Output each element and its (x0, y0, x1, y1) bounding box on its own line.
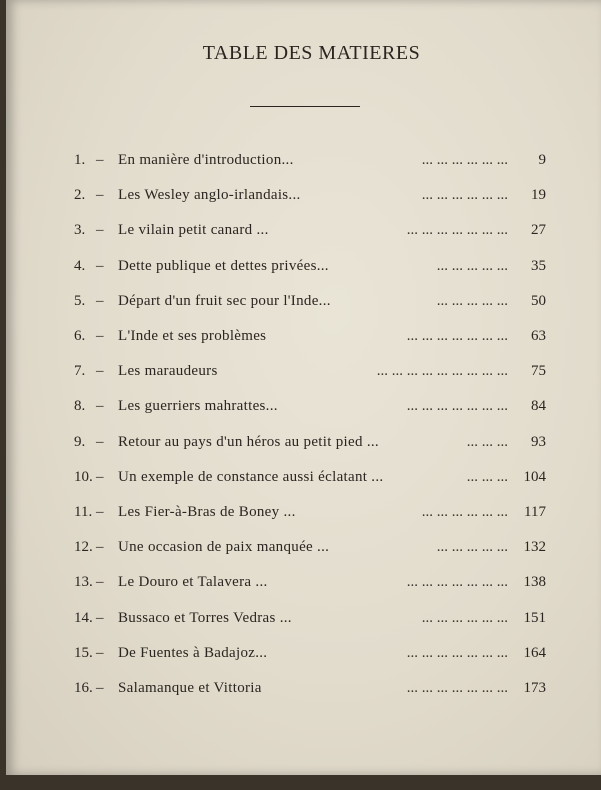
entry-page-number: 9 (538, 152, 546, 168)
entry-title: En manière d'introduction... (118, 152, 294, 168)
entry-page-number: 35 (531, 258, 546, 274)
toc-entry (74, 606, 546, 630)
entry-number: 10. (74, 469, 93, 485)
entry-dash: – (96, 680, 104, 696)
dot-leader: ... ... ... ... ... (436, 539, 508, 555)
dot-leader: ... ... ... ... ... ... (421, 610, 508, 626)
entry-dash: – (96, 434, 104, 450)
toc-entry (74, 324, 546, 348)
entry-dash: – (96, 187, 104, 203)
book-page (6, 0, 601, 775)
entry-page-number: 19 (531, 187, 546, 203)
entry-number: 5. (74, 293, 86, 309)
dot-leader: ... ... ... ... ... ... ... (406, 574, 508, 590)
entry-page-number: 138 (523, 574, 546, 590)
dot-leader: ... ... ... ... ... ... ... ... ... (376, 363, 508, 379)
toc-entry (74, 183, 546, 207)
entry-number: 7. (74, 363, 86, 379)
entry-page-number: 117 (524, 504, 546, 520)
entry-dash: – (96, 610, 104, 626)
entry-page-number: 75 (531, 363, 546, 379)
entry-page-number: 132 (523, 539, 546, 555)
toc-entry (74, 465, 546, 489)
toc-entry (74, 570, 546, 594)
entry-number: 12. (74, 539, 93, 555)
entry-page-number: 93 (531, 434, 546, 450)
dot-leader: ... ... ... ... ... ... ... (406, 398, 508, 414)
entry-title: Salamanque et Vittoria (118, 680, 262, 696)
entry-dash: – (96, 152, 104, 168)
entry-title: Bussaco et Torres Vedras ... (118, 610, 292, 626)
entry-dash: – (96, 645, 104, 661)
entry-dash: – (96, 363, 104, 379)
toc-entry (74, 535, 546, 559)
entry-page-number: 151 (523, 610, 546, 626)
entry-dash: – (96, 328, 104, 344)
toc-entry (74, 254, 546, 278)
entry-page-number: 164 (523, 645, 546, 661)
entry-number: 4. (74, 258, 86, 274)
toc-entry (74, 394, 546, 418)
entry-page-number: 84 (531, 398, 546, 414)
entry-number: 16. (74, 680, 93, 696)
dot-leader: ... ... ... ... ... ... ... (406, 222, 508, 238)
entry-number: 15. (74, 645, 93, 661)
entry-title: Les Fier-à-Bras de Boney ... (118, 504, 296, 520)
entry-dash: – (96, 293, 104, 309)
entry-number: 11. (74, 504, 93, 520)
entry-title: Retour au pays d'un héros au petit pied ... (118, 434, 379, 450)
entry-dash: – (96, 258, 104, 274)
entry-title: De Fuentes à Badajoz... (118, 645, 268, 661)
entry-number: 13. (74, 574, 93, 590)
entry-number: 3. (74, 222, 86, 238)
entry-title: Dette publique et dettes privées... (118, 258, 329, 274)
toc-entry (74, 148, 546, 172)
toc-entry (74, 218, 546, 242)
dot-leader: ... ... ... ... ... (436, 258, 508, 274)
entry-page-number: 104 (523, 469, 546, 485)
toc-entry (74, 430, 546, 454)
entry-number: 2. (74, 187, 86, 203)
entry-title: Les Wesley anglo-irlandais... (118, 187, 301, 203)
page-title: TABLE DES MATIERES (202, 42, 421, 64)
entry-number: 8. (74, 398, 86, 414)
entry-page-number: 63 (531, 328, 546, 344)
entry-title: Une occasion de paix manquée ... (118, 539, 330, 555)
entry-number: 14. (74, 610, 93, 626)
dot-leader: ... ... ... ... ... ... ... (406, 328, 508, 344)
entry-title: Les maraudeurs (118, 363, 218, 379)
entry-page-number: 173 (523, 680, 546, 696)
entry-title: Les guerriers mahrattes... (118, 398, 278, 414)
entry-dash: – (96, 398, 104, 414)
entry-title: Départ d'un fruit sec pour l'Inde... (118, 293, 331, 309)
entry-dash: – (96, 469, 104, 485)
entry-title: L'Inde et ses problèmes (118, 328, 267, 344)
dot-leader: ... ... ... ... ... ... (421, 152, 508, 168)
dot-leader: ... ... ... (466, 434, 508, 450)
entry-number: 1. (74, 152, 86, 168)
entry-title: Le Douro et Talavera ... (118, 574, 268, 590)
entry-page-number: 27 (531, 222, 546, 238)
entry-title: Un exemple de constance aussi éclatant ... (118, 469, 384, 485)
toc-entry (74, 676, 546, 700)
entry-page-number: 50 (531, 293, 546, 309)
entry-title: Le vilain petit canard ... (118, 222, 269, 238)
dot-leader: ... ... ... ... ... ... ... (406, 680, 508, 696)
entry-dash: – (96, 222, 104, 238)
toc-entry (74, 500, 546, 524)
entry-number: 9. (74, 434, 86, 450)
entry-number: 6. (74, 328, 86, 344)
entry-dash: – (96, 539, 104, 555)
entry-dash: – (96, 574, 104, 590)
toc-entry (74, 359, 546, 383)
dot-leader: ... ... ... ... ... ... (421, 187, 508, 203)
table-of-contents (6, 0, 601, 775)
dot-leader: ... ... ... ... ... (436, 293, 508, 309)
dot-leader: ... ... ... ... ... ... ... (406, 645, 508, 661)
dot-leader: ... ... ... (466, 469, 508, 485)
toc-entry (74, 641, 546, 665)
toc-entry (74, 289, 546, 313)
dot-leader: ... ... ... ... ... ... (421, 504, 508, 520)
entry-dash: – (96, 504, 104, 520)
